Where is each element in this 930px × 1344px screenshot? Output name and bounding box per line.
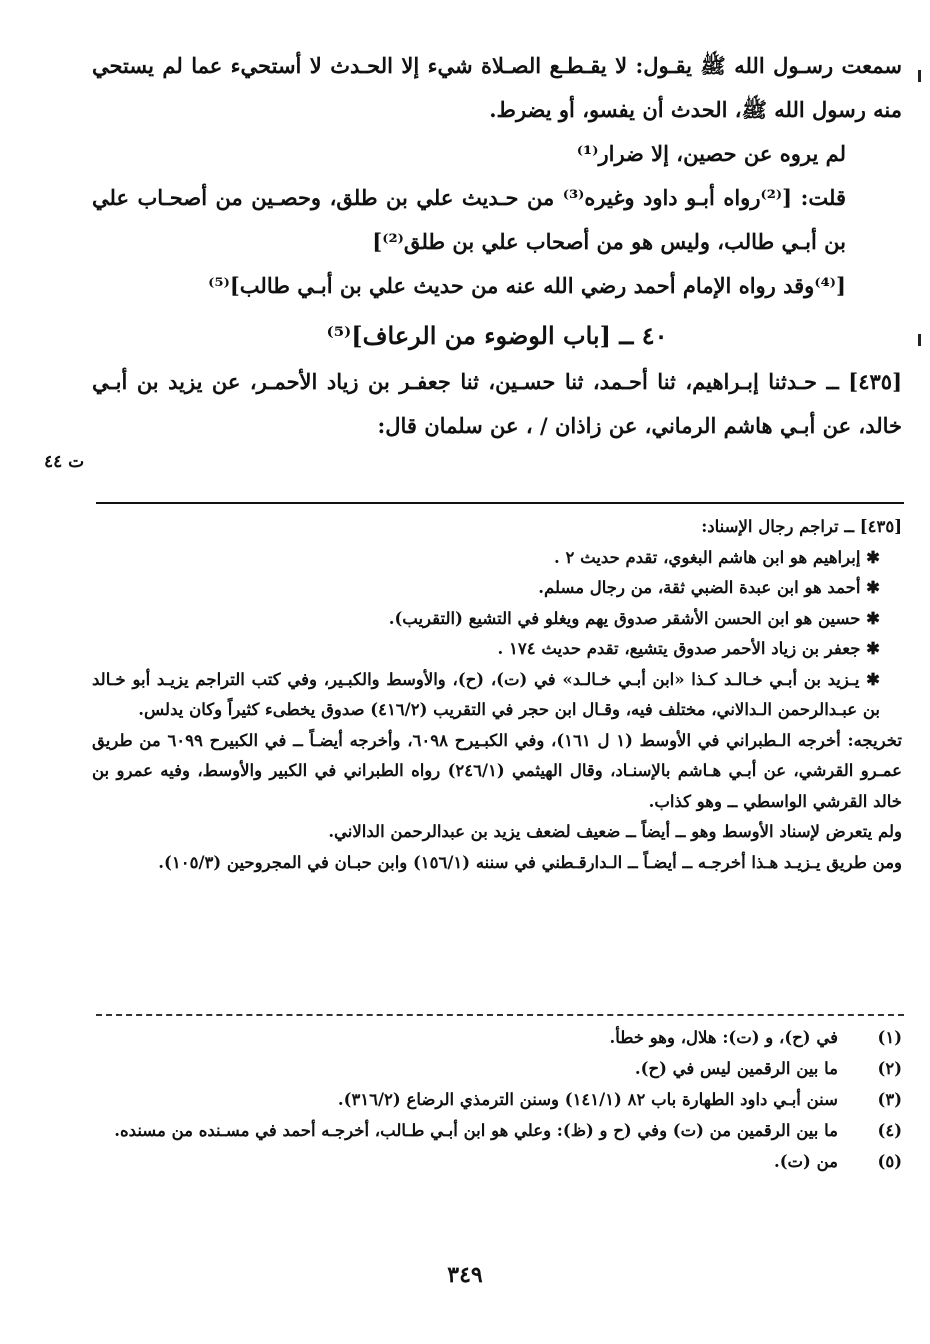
footnote [92,1084,902,1115]
narrator-remark: لم يروه عن حصين، إلا ضرار⁽¹⁾ [576,141,846,166]
margin-manuscript-ref: ت ٤٤ [44,452,85,472]
narrator-entry: ✱ حسين هو ابن الحسن الأشقر صدوق يهم ويغلو في التشيع (التقريب). [92,604,902,635]
scan-mark [918,334,921,346]
commentary [92,512,902,878]
footnote-number: (٣) [877,1090,902,1109]
footnote-text: ما بين الرقمين ليس في (ح). [634,1059,838,1078]
footnote-number: (٢) [877,1059,902,1078]
narrator-entry: ✱ يـزيد بن أبـي خـالـد كـذا «ابن أبـي خـالـد» في (ت)، (ح)، والأوسط والكبـير، وفي كتب التراجم يزيـد أبو خـالد بن عبـدالرحمن الـدالاني، مختلف فيه، وقـال ابن حجر في التقريب (٤١٦/٢) صدوق يخطىء كثيراً وكان يدلس. [92,665,902,726]
footnote-text: ما بين الرقمين من (ت) وفي (ح و (ظ): وعلي هو ابن أبـي طـالب، أخرجـه أحمد في مسـنده من مسنده. [114,1121,838,1140]
page-number: ٣٤٩ [447,1262,483,1288]
footnote-text: في (ح)، و (ت): هلال، وهو خطأ. [609,1028,838,1047]
hadith-chain: حـدثنا إبـراهيم، ثنا أحـمد، ثنا حسـين، ثنا جعفـر بن زياد الأحمـر، عن يزيد بن أبـي خالد، عن أبـي هاشم الرماني، عن زاذان / ، عن سلمان قال: [92,369,902,438]
footnote-divider [96,1014,904,1016]
narrator-entry: ✱ جعفر بن زياد الأحمر صدوق يتشيع، تقدم حديث ١٧٤ . [92,634,902,665]
takhrij-paragraph: ومن طريق يـزيـد هـذا أخرجـه ــ أيضـاً ــ الـدارقـطني في سننه (١٥٦/١) وابن حبـان في المجروحين (١٠٥/٣). [158,852,902,872]
author-comment: قلت: [⁽²⁾رواه أبـو داود وغيره⁽³⁾ من حـديث علي بن طلق، وحصـين من أصحـاب علي بن أبـي طالب، وليس هو من أصحاب علي بن طلق⁽²⁾] [92,185,846,254]
narrator-entry: ✱ أحمد هو ابن عبدة الضبي ثقة، من رجال مسلم. [92,573,902,604]
main-text [92,44,902,448]
footnote-number: (٤) [877,1121,902,1140]
narrator-entry: ✱ إبراهيم هو ابن هاشم البغوي، تقدم حديث ٢ . [92,543,902,574]
hadith-number: [٤٣٥] ــ [826,369,902,394]
footnote-text: من (ت). [773,1152,838,1171]
footnote-text: سنن أبـي داود الطهارة باب ٨٢ (١٤١/١) وسنن الترمذي الرضاع (٣١٦/٢). [337,1090,838,1109]
footnote [92,1022,902,1053]
notes-heading: [٤٣٥] ــ تراجم رجال الإسناد: [701,517,902,536]
footnotes [92,1022,902,1177]
hadith-continuation: سمعت رسـول الله ﷺ يقـول: لا يقـطـع الصـلاة شيء إلا الحـدث لا أستحيء عما لم يستحي منه رسول الله ﷺ، الحدث أن يفسو، أو يضرط. [92,53,902,122]
takhrij-paragraph: تخريجه: أخرجه الـطبراني في الأوسط (١ ل ١٦١)، وفي الكبـيرح ٦٠٩٨، وأخرجه أيضـاً ــ في الكبيرح ٦٠٩٩ من طريق عمـرو القرشي، عن أبـي هـاشم بالإسنـاد، وقال الهيثمي (٢٤٦/١) رواه الطبراني في الكبير والأوسط، وفيه عمرو بن خالد القرشي الواسطي ــ وهو كذاب. [92,730,903,811]
footnote [92,1115,902,1146]
ahmad-note: [⁽⁴⁾وقد رواه الإمام أحمد رضي الله عنه من حديث علي بن أبـي طالب]⁽⁵⁾ [208,273,846,298]
hadith-435 [92,360,902,448]
chapter-title: ٤٠ ــ [باب الوضوء من الرعاف]⁽⁵⁾ [326,321,668,350]
footnote-number: (١) [877,1028,902,1047]
footnote [92,1146,902,1177]
section-divider [96,502,904,504]
takhrij-paragraph: ولم يتعرض لإسناد الأوسط وهو ــ أيضاً ــ ضعيف لضعف يزيد بن عبدالرحمن الدالاني. [328,822,902,841]
scan-mark [918,70,921,82]
footnote-number: (٥) [877,1152,902,1171]
footnote [92,1053,902,1084]
